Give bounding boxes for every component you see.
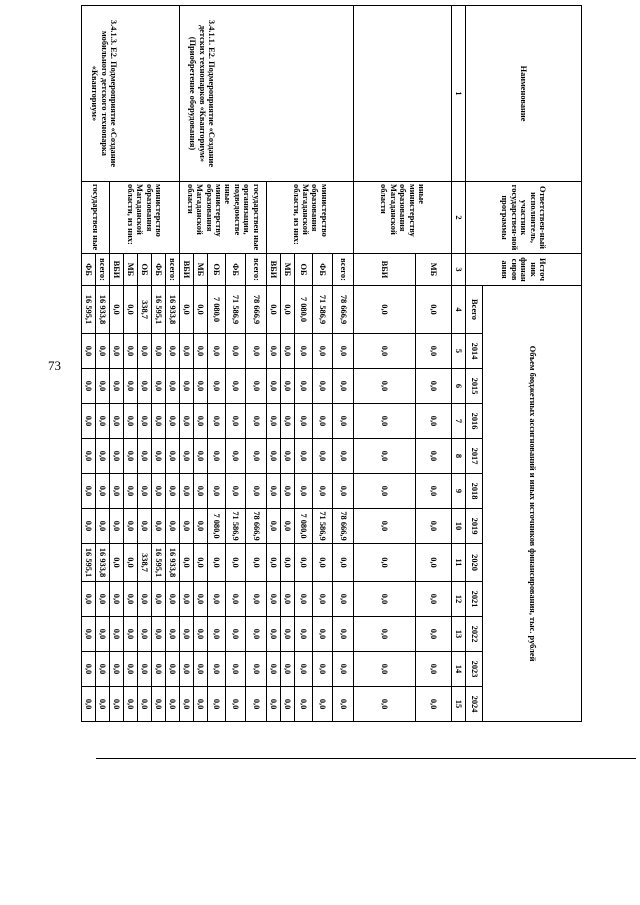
value-cell: 0,0 [96, 439, 110, 474]
value-cell: 0,0 [152, 334, 166, 369]
table-body [82, 6, 452, 722]
header-index-cell: 9 [452, 474, 466, 509]
value-cell: 16 595,1 [152, 544, 166, 582]
value-cell: 0,0 [110, 369, 124, 404]
value-cell: 0,0 [166, 474, 180, 509]
executor-cell: министерство образования Магаданской области, из них: [110, 182, 180, 254]
value-cell: 0,0 [295, 474, 313, 509]
value-cell: 0,0 [313, 582, 333, 617]
value-cell: 0,0 [354, 439, 416, 474]
value-cell: 71 586,9 [313, 509, 333, 544]
value-cell: 0,0 [226, 582, 246, 617]
rotated-table-container [70, 5, 582, 717]
header-index-cell: 11 [452, 544, 466, 582]
value-cell: 0,0 [295, 582, 313, 617]
value-cell: 0,0 [166, 509, 180, 544]
value-cell: 0,0 [333, 474, 354, 509]
header-year: 2022 [466, 617, 483, 652]
value-cell: 0,0 [208, 544, 226, 582]
table-row [166, 6, 180, 722]
value-cell: 0,0 [313, 544, 333, 582]
value-cell: 0,0 [354, 369, 416, 404]
header-year: 2018 [466, 474, 483, 509]
value-cell: 0,0 [226, 617, 246, 652]
value-cell: 0,0 [246, 404, 267, 439]
value-cell: 0,0 [110, 582, 124, 617]
value-cell: 0,0 [82, 617, 96, 652]
header-source: Источ ник финан сиров ания [466, 254, 582, 286]
value-cell: 0,0 [246, 439, 267, 474]
value-cell: 0,0 [110, 617, 124, 652]
value-cell: 0,0 [246, 687, 267, 722]
total-value-cell: 0,0 [416, 286, 452, 334]
value-cell: 0,0 [208, 369, 226, 404]
value-cell: 0,0 [333, 687, 354, 722]
value-cell: 0,0 [96, 334, 110, 369]
value-cell: 0,0 [267, 439, 281, 474]
value-cell: 0,0 [96, 404, 110, 439]
value-cell: 0,0 [313, 334, 333, 369]
table-row [416, 6, 452, 722]
value-cell: 0,0 [416, 544, 452, 582]
value-cell: 0,0 [152, 439, 166, 474]
total-value-cell: 16 595,1 [152, 286, 166, 334]
value-cell: 0,0 [226, 404, 246, 439]
value-cell: 0,0 [208, 582, 226, 617]
value-cell: 0,0 [354, 617, 416, 652]
value-cell: 0,0 [226, 369, 246, 404]
value-cell: 0,0 [226, 334, 246, 369]
header-year: 2020 [466, 544, 483, 582]
value-cell: 0,0 [295, 439, 313, 474]
value-cell: 0,0 [354, 544, 416, 582]
value-cell: 0,0 [138, 687, 152, 722]
value-cell: 0,0 [416, 617, 452, 652]
value-cell: 0,0 [138, 582, 152, 617]
value-cell: 0,0 [152, 474, 166, 509]
header-index-cell: 5 [452, 334, 466, 369]
value-cell: 0,0 [138, 334, 152, 369]
value-cell: 0,0 [138, 404, 152, 439]
value-cell: 0,0 [246, 582, 267, 617]
header-index-cell: 7 [452, 404, 466, 439]
value-cell: 0,0 [166, 582, 180, 617]
value-cell: 0,0 [96, 617, 110, 652]
value-cell: 0,0 [281, 439, 295, 474]
source-cell: МБ [124, 254, 138, 286]
header-index-cell: 4 [452, 286, 466, 334]
value-cell: 0,0 [281, 404, 295, 439]
value-cell: 0,0 [96, 369, 110, 404]
value-cell: 0,0 [194, 582, 208, 617]
value-cell: 0,0 [180, 404, 194, 439]
value-cell: 0,0 [354, 474, 416, 509]
value-cell: 0,0 [194, 334, 208, 369]
value-cell: 0,0 [208, 617, 226, 652]
value-cell: 0,0 [96, 474, 110, 509]
value-cell: 0,0 [333, 369, 354, 404]
header-index-cell: 6 [452, 369, 466, 404]
header-year: 2017 [466, 439, 483, 474]
header-index-cell: 3 [452, 254, 466, 286]
header-executor: Ответствен-ный исполнитель, участник государствен-ной программы [466, 182, 582, 254]
value-cell: 0,0 [354, 404, 416, 439]
value-cell: 0,0 [313, 404, 333, 439]
header-index-row [452, 6, 466, 722]
executor-cell: государствен ные [82, 182, 110, 254]
value-cell: 0,0 [138, 369, 152, 404]
total-value-cell: 338,7 [138, 286, 152, 334]
value-cell: 0,0 [333, 652, 354, 687]
value-cell: 0,0 [354, 687, 416, 722]
value-cell: 0,0 [152, 582, 166, 617]
total-value-cell: 7 080,0 [295, 286, 313, 334]
value-cell: 0,0 [82, 687, 96, 722]
value-cell: 0,0 [110, 509, 124, 544]
value-cell: 0,0 [295, 334, 313, 369]
total-value-cell: 78 666,9 [333, 286, 354, 334]
value-cell: 0,0 [281, 509, 295, 544]
value-cell: 16 933,8 [166, 544, 180, 582]
value-cell: 0,0 [110, 652, 124, 687]
value-cell: 0,0 [333, 544, 354, 582]
source-cell: ВБИ [354, 254, 416, 286]
value-cell: 0,0 [267, 474, 281, 509]
value-cell: 0,0 [124, 617, 138, 652]
value-cell: 0,0 [281, 334, 295, 369]
value-cell: 0,0 [180, 687, 194, 722]
financing-table [81, 5, 582, 722]
value-cell: 0,0 [180, 369, 194, 404]
value-cell: 0,0 [166, 687, 180, 722]
value-cell: 0,0 [138, 439, 152, 474]
value-cell: 16 595,1 [82, 544, 96, 582]
value-cell: 0,0 [416, 509, 452, 544]
header-index-cell: 12 [452, 582, 466, 617]
value-cell: 0,0 [226, 687, 246, 722]
value-cell: 0,0 [180, 334, 194, 369]
value-cell: 0,0 [333, 439, 354, 474]
source-cell: всего: [166, 254, 180, 286]
source-cell: всего: [96, 254, 110, 286]
value-cell: 0,0 [416, 652, 452, 687]
value-cell: 0,0 [124, 687, 138, 722]
page-rule [96, 758, 636, 759]
value-cell: 0,0 [166, 439, 180, 474]
value-cell: 0,0 [333, 582, 354, 617]
total-value-cell: 0,0 [281, 286, 295, 334]
value-cell: 0,0 [313, 439, 333, 474]
value-cell: 0,0 [96, 509, 110, 544]
value-cell: 0,0 [295, 404, 313, 439]
value-cell: 0,0 [124, 509, 138, 544]
value-cell: 0,0 [110, 544, 124, 582]
source-cell: ФБ [82, 254, 96, 286]
total-value-cell: 0,0 [124, 286, 138, 334]
value-cell: 0,0 [180, 474, 194, 509]
total-value-cell: 0,0 [194, 286, 208, 334]
value-cell: 0,0 [82, 582, 96, 617]
total-value-cell: 71 586,9 [313, 286, 333, 334]
value-cell: 0,0 [166, 334, 180, 369]
value-cell: 0,0 [313, 687, 333, 722]
value-cell: 0,0 [281, 369, 295, 404]
value-cell: 0,0 [152, 509, 166, 544]
source-cell: ОБ [208, 254, 226, 286]
value-cell: 0,0 [194, 544, 208, 582]
value-cell: 0,0 [246, 544, 267, 582]
value-cell: 0,0 [267, 652, 281, 687]
header-year: 2024 [466, 687, 483, 722]
value-cell: 0,0 [180, 652, 194, 687]
value-cell: 0,0 [267, 509, 281, 544]
source-cell: всего: [246, 254, 267, 286]
value-cell: 0,0 [354, 582, 416, 617]
header-index-cell: 8 [452, 439, 466, 474]
source-cell: ОБ [295, 254, 313, 286]
value-cell: 0,0 [333, 617, 354, 652]
value-cell: 0,0 [246, 369, 267, 404]
page-number: 73 [48, 358, 61, 373]
header-year: 2014 [466, 334, 483, 369]
header-year: 2016 [466, 404, 483, 439]
source-cell: всего: [333, 254, 354, 286]
total-value-cell: 78 666,9 [246, 286, 267, 334]
value-cell: 0,0 [110, 439, 124, 474]
value-cell: 0,0 [166, 369, 180, 404]
executor-cell: государствен ные организации, подведомстве нные министерству образования Магаданской области [180, 182, 267, 254]
value-cell: 0,0 [208, 439, 226, 474]
value-cell: 0,0 [313, 369, 333, 404]
value-cell: 0,0 [110, 334, 124, 369]
source-cell: ВБИ [267, 254, 281, 286]
activity-name-cell: 3.4.1.3. Е2. Подмероприятие «Создание мобильного детского технопарка «Кванториум» [82, 6, 180, 182]
value-cell: 0,0 [295, 687, 313, 722]
header-index-cell: 14 [452, 652, 466, 687]
value-cell: 0,0 [313, 652, 333, 687]
executor-cell: министерство образования Магаданской области, из них: [267, 182, 354, 254]
value-cell: 0,0 [124, 474, 138, 509]
total-value-cell: 16 933,8 [166, 286, 180, 334]
value-cell: 0,0 [226, 439, 246, 474]
value-cell: 0,0 [208, 687, 226, 722]
source-cell: МБ [416, 254, 452, 286]
value-cell: 0,0 [267, 687, 281, 722]
value-cell: 0,0 [152, 652, 166, 687]
value-cell: 0,0 [82, 334, 96, 369]
value-cell: 0,0 [267, 334, 281, 369]
value-cell: 78 666,9 [246, 509, 267, 544]
value-cell: 0,0 [194, 474, 208, 509]
value-cell: 0,0 [96, 652, 110, 687]
header-volume: Объем бюджетных ассигнований и иных источников финансирования, тыс. рублей [483, 286, 582, 722]
value-cell: 0,0 [226, 474, 246, 509]
header-year: 2023 [466, 652, 483, 687]
value-cell: 0,0 [180, 439, 194, 474]
value-cell: 0,0 [313, 474, 333, 509]
value-cell: 71 586,9 [226, 509, 246, 544]
header-year: 2019 [466, 509, 483, 544]
value-cell: 0,0 [194, 617, 208, 652]
value-cell: 0,0 [166, 617, 180, 652]
value-cell: 0,0 [82, 509, 96, 544]
value-cell: 78 666,9 [333, 509, 354, 544]
header-index-cell: 10 [452, 509, 466, 544]
value-cell: 0,0 [416, 369, 452, 404]
value-cell: 0,0 [295, 544, 313, 582]
value-cell: 0,0 [138, 652, 152, 687]
table-row [333, 6, 354, 722]
value-cell: 0,0 [152, 687, 166, 722]
value-cell: 0,0 [416, 404, 452, 439]
header-index-cell: 1 [452, 6, 466, 182]
value-cell: 0,0 [194, 439, 208, 474]
value-cell: 0,0 [138, 474, 152, 509]
value-cell: 0,0 [416, 439, 452, 474]
value-cell: 16 933,8 [96, 544, 110, 582]
source-cell: ВБИ [110, 254, 124, 286]
value-cell: 0,0 [124, 544, 138, 582]
value-cell: 0,0 [295, 369, 313, 404]
total-value-cell: 0,0 [267, 286, 281, 334]
value-cell: 0,0 [281, 617, 295, 652]
value-cell: 0,0 [333, 334, 354, 369]
value-cell: 0,0 [208, 652, 226, 687]
header-year: 2021 [466, 582, 483, 617]
value-cell: 0,0 [208, 474, 226, 509]
value-cell: 0,0 [267, 404, 281, 439]
value-cell: 0,0 [152, 617, 166, 652]
value-cell: 0,0 [82, 474, 96, 509]
value-cell: 0,0 [124, 369, 138, 404]
header-index-cell: 2 [452, 182, 466, 254]
source-cell: МБ [194, 254, 208, 286]
header-year: 2015 [466, 369, 483, 404]
value-cell: 0,0 [194, 652, 208, 687]
value-cell: 0,0 [267, 582, 281, 617]
source-cell: ФБ [152, 254, 166, 286]
value-cell: 0,0 [82, 439, 96, 474]
value-cell: 0,0 [246, 652, 267, 687]
value-cell: 0,0 [354, 509, 416, 544]
value-cell: 0,0 [110, 687, 124, 722]
value-cell: 0,0 [180, 544, 194, 582]
value-cell: 0,0 [194, 687, 208, 722]
header-total: Всего [466, 286, 483, 334]
value-cell: 0,0 [267, 369, 281, 404]
source-cell: МБ [281, 254, 295, 286]
total-value-cell: 16 933,8 [96, 286, 110, 334]
value-cell: 0,0 [281, 652, 295, 687]
source-cell: ВБИ [180, 254, 194, 286]
total-value-cell: 7 080,0 [208, 286, 226, 334]
value-cell: 0,0 [152, 369, 166, 404]
value-cell: 0,0 [82, 652, 96, 687]
value-cell: 0,0 [138, 509, 152, 544]
value-cell: 0,0 [313, 617, 333, 652]
value-cell: 0,0 [124, 404, 138, 439]
value-cell: 0,0 [246, 617, 267, 652]
value-cell: 0,0 [194, 509, 208, 544]
source-cell: ФБ [313, 254, 333, 286]
value-cell: 0,0 [208, 404, 226, 439]
value-cell: 0,0 [166, 404, 180, 439]
value-cell: 0,0 [82, 404, 96, 439]
value-cell: 0,0 [180, 617, 194, 652]
value-cell: 0,0 [194, 369, 208, 404]
value-cell: 0,0 [124, 439, 138, 474]
source-cell: ФБ [226, 254, 246, 286]
value-cell: 0,0 [180, 509, 194, 544]
value-cell: 0,0 [354, 652, 416, 687]
value-cell: 0,0 [110, 474, 124, 509]
value-cell: 0,0 [124, 652, 138, 687]
value-cell: 0,0 [124, 334, 138, 369]
header-index-cell: 15 [452, 687, 466, 722]
value-cell: 0,0 [110, 404, 124, 439]
value-cell: 0,0 [267, 544, 281, 582]
value-cell: 0,0 [416, 687, 452, 722]
total-value-cell: 71 586,9 [226, 286, 246, 334]
value-cell: 0,0 [295, 652, 313, 687]
value-cell: 338,7 [138, 544, 152, 582]
value-cell: 0,0 [82, 369, 96, 404]
activity-name-cell: 3.4.1.1. Е2. Подмероприятие «Создание детских технопарков «Кванториум» (Приобретение оборудования) [180, 6, 354, 182]
executor-cell: иные министерству образования Магаданской области [354, 182, 452, 254]
value-cell: 0,0 [138, 617, 152, 652]
value-cell: 0,0 [354, 334, 416, 369]
value-cell: 0,0 [152, 404, 166, 439]
value-cell: 0,0 [226, 652, 246, 687]
value-cell: 0,0 [333, 404, 354, 439]
value-cell: 0,0 [208, 334, 226, 369]
header-index-cell: 13 [452, 617, 466, 652]
value-cell: 0,0 [281, 474, 295, 509]
header-name: Наименование [466, 6, 582, 182]
value-cell: 0,0 [96, 582, 110, 617]
value-cell: 0,0 [96, 687, 110, 722]
value-cell: 0,0 [180, 582, 194, 617]
value-cell: 0,0 [246, 334, 267, 369]
value-cell: 0,0 [281, 687, 295, 722]
value-cell: 0,0 [281, 544, 295, 582]
value-cell: 0,0 [166, 652, 180, 687]
value-cell: 0,0 [226, 544, 246, 582]
value-cell: 0,0 [295, 617, 313, 652]
value-cell: 0,0 [267, 617, 281, 652]
value-cell: 0,0 [124, 582, 138, 617]
value-cell: 0,0 [246, 474, 267, 509]
total-value-cell: 16 595,1 [82, 286, 96, 334]
total-value-cell: 0,0 [354, 286, 416, 334]
value-cell: 7 080,0 [208, 509, 226, 544]
total-value-cell: 0,0 [110, 286, 124, 334]
value-cell: 0,0 [416, 474, 452, 509]
value-cell: 0,0 [416, 582, 452, 617]
value-cell: 0,0 [194, 404, 208, 439]
total-value-cell: 0,0 [180, 286, 194, 334]
name-cell-continuation [354, 6, 452, 182]
value-cell: 0,0 [281, 582, 295, 617]
source-cell: ОБ [138, 254, 152, 286]
value-cell: 0,0 [416, 334, 452, 369]
value-cell: 7 080,0 [295, 509, 313, 544]
